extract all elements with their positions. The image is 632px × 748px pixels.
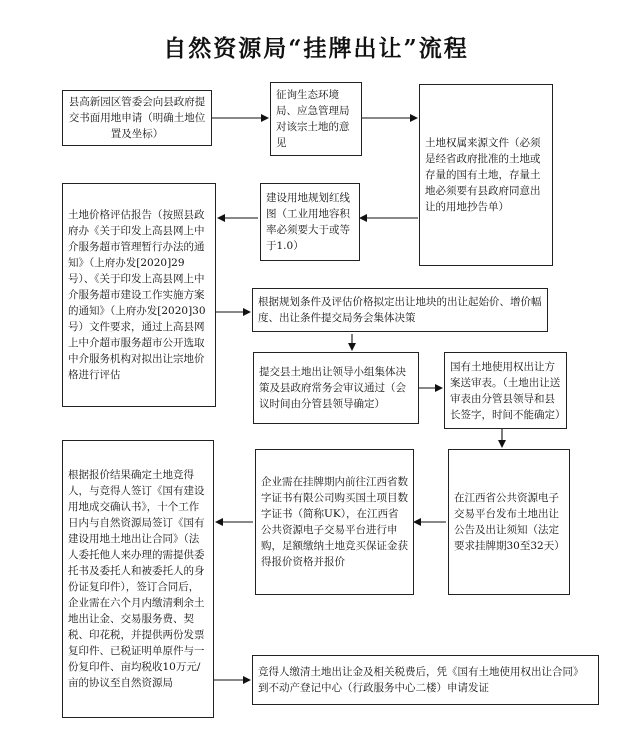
step-text-approval-form: 国有土地使用权出让方案送审表。（土地出让送审表由分管县领导和县长签字，时间不能确定） bbox=[450, 360, 566, 421]
step-text-enterprise-bidding: 企业需在挂牌期内前往江西省数字证书有限公司购买国土项目数字证书（简称UK），在江西省公共资源电子交易平台进行申购，足额缴纳土地竞买保证金获得报价资格并报价 bbox=[261, 476, 408, 568]
step-text-ownership-docs: 土地权属来源文件（必须是经省政府批准的土地或存量的国有土地，存量土地必须要有县政府同意出让的用地抄告单） bbox=[425, 137, 541, 213]
step-box-enterprise-bidding bbox=[255, 449, 414, 595]
step-text-publish-notice: 在江西省公共资源电子交易平台发布土地出让公告及出让须知（法定要求挂牌期30至32天） bbox=[454, 492, 565, 552]
step-text-county-approval: 提交县土地出让领导小组集体决策及县政府常务会审议通过（会议时间由分管县领导确定） bbox=[259, 366, 406, 410]
step-box-county-approval bbox=[253, 352, 419, 424]
step-box-application bbox=[62, 90, 212, 146]
step-text-consultation: 征询生态环境局、应急管理局对该宗土地的意见 bbox=[276, 89, 350, 149]
step-box-bureau-decision bbox=[252, 288, 548, 332]
step-box-certificate bbox=[252, 655, 599, 705]
step-box-price-appraisal bbox=[62, 183, 216, 407]
step-text-bureau-decision: 根据规划条件及评估价格拟定出让地块的出让起始价、增价幅度、出让条件提交局务会集体决策 bbox=[258, 296, 542, 324]
step-text-application: 县高新园区管委会向县政府提交书面用地申请（明确土地位置及坐标） bbox=[68, 96, 206, 140]
step-box-approval-form bbox=[444, 352, 567, 429]
step-text-redline-map: 建设用地规划红线图（工业用地容积率必须要大于或等于1.0） bbox=[266, 192, 350, 252]
step-box-contract-signing bbox=[62, 440, 214, 718]
page-title: 自然资源局“挂牌出让”流程 bbox=[163, 35, 469, 62]
step-box-publish-notice bbox=[448, 449, 570, 595]
step-text-price-appraisal: 土地价格评估报告（按照县政府办《关于印发上高县网上中介服务超市管理暂行办法的通知》（上府办发[2020]29号）、《关于印发上高县网上中介服务超市建设工作实施方案的通知》（上府办发[2020]30号）文件要求，通过上高县网上中介超市服务超市公开选取中介服务机构对拟出让宗地价格进行评估 bbox=[68, 209, 206, 381]
step-box-consultation bbox=[270, 82, 362, 156]
step-box-redline-map bbox=[260, 183, 360, 261]
step-text-contract-signing: 根据报价结果确定土地竞得人，与竞得人签订《国有建设用地成交确认书》，十个工作日内与自然资源局签订《国有建设用地土地出让合同》（法人委托他人来办理的需提供委托书及委托人和被委托人的身份证复印件），签订合同后，企业需在六个月内缴清剩余土地出让金、交易服务费、契税、印花税，并提供两份发票复印件、已税证明单原件与一份复印件、亩均税收10万元/亩的协议至自然资源局 bbox=[68, 469, 205, 689]
step-text-certificate: 竞得人缴清土地出让金及相关税费后，凭《国有土地使用权出让合同》到不动产登记中心（行政服务中心二楼）申请发证 bbox=[258, 666, 584, 694]
step-box-ownership-docs bbox=[419, 84, 553, 266]
